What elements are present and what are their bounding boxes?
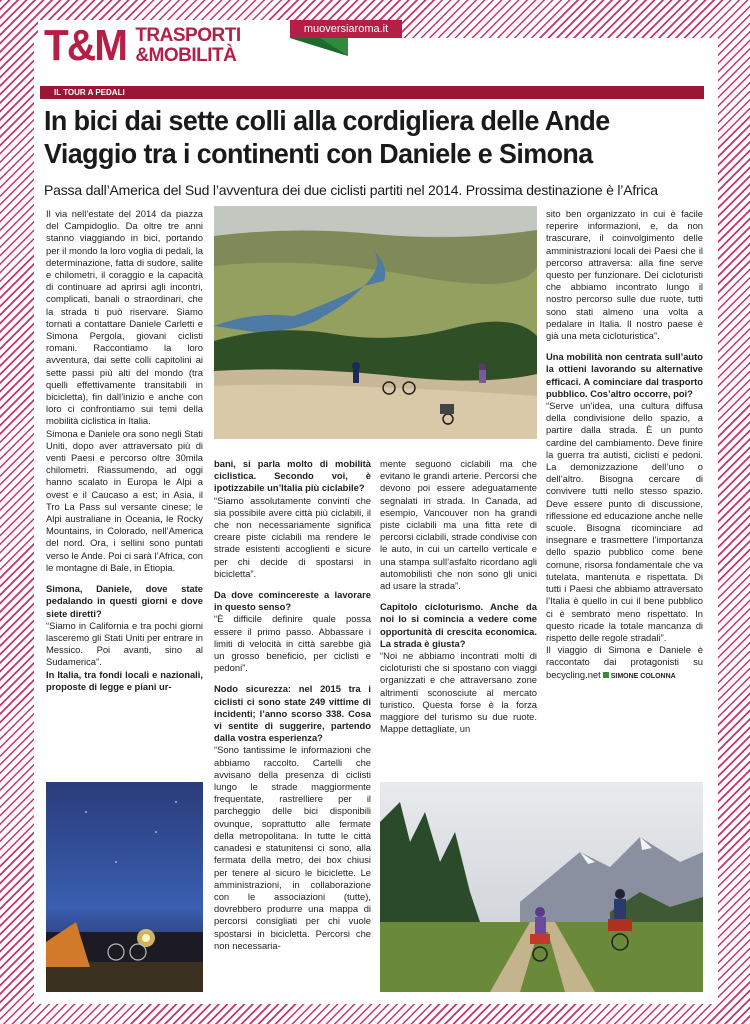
photo-mountain-valley bbox=[214, 206, 537, 439]
interview-answer: “Siamo in California e tra pochi giorni lasceremo gli Stati Uniti per entrare in Messico. Poi avanti, sino al Sudamerica”. bbox=[46, 619, 203, 668]
subheadline: Passa dall’America del Sud l’avventura dei due ciclisti partiti nel 2014. Prossima destinazione è l’Africa bbox=[44, 182, 658, 198]
logo-line1: TRASPORTI bbox=[135, 25, 241, 46]
photo-night-camp bbox=[46, 782, 203, 992]
interview-answer: “Siamo assolutamente convinti che sia possibile avere città più ciclabili, il che non necessariamente significa creare piste ciclabili ma rendere le strade esistenti accoglienti e sicure per chi decide di spostarsi in bicicletta”. bbox=[214, 494, 371, 579]
article-column-2 bbox=[214, 458, 371, 952]
interview-question: Capitolo cicloturismo. Anche da noi lo si comincia a vedere come opportunità di crescita economica. La strada è giusta? bbox=[380, 601, 537, 649]
masthead-logo bbox=[38, 20, 306, 72]
night-camp-illustration bbox=[46, 782, 203, 992]
headline-line1: In bici dai sette colli alla cordigliera delle Ande bbox=[44, 105, 610, 136]
interview-answer: “È difficile definire quale possa essere il primo passo. Abbassare i limiti di velocità in città sarebbe già un grosso beneficio, per ciclisti e pedoni”. bbox=[214, 613, 371, 674]
author-byline: SIMONE COLONNA bbox=[610, 672, 676, 680]
interview-answer: “Sono tantissime le informazioni che abbiamo raccolto. Cartelli che avvisano della presenza di ciclisti lungo le strade maggiormente frequentate, rastrelliere per il parcheggio delle bici disponibili ovunque, soprattutto alle fermate della metropolitana. In tutte le città canadesi e statunitensi ci sono, alla fermata della metro, dei box chiusi per tenere al sicuro le biciclette. Le amministrazioni, in collaborazione con le associazioni (tutte), dovrebbero produrre una mappa di percorsi consigliati per chi vuole spostarsi in bicicletta. Percorsi che non necessaria- bbox=[214, 744, 371, 951]
photo-cyclists-mountain-road bbox=[380, 782, 703, 992]
paragraph: Simona e Daniele ora sono negli Stati Uniti, dopo aver attraversato più di venti Paesi e percorso oltre 30mila chilometri. Riassumendo, ad oggi hanno scalato in Europa le Alpi a ovest e il Caucaso a est; in Asia, il Tro La Pass sul versante cinese; le Alpi australiane in Oceania, le Rocky Mountains, in Colorado, nell’America del nord. Ora, i sellini sono puntati verso le Ande. Poi ci sarà l’Africa, con le montagne di Bale, in Etiopia. bbox=[46, 427, 203, 573]
headline bbox=[44, 104, 714, 170]
logo-line2: &MOBILITÀ bbox=[135, 45, 237, 66]
interview-answer: sito ben organizzato in cui è facile reperire informazioni, e, da non trascurare, il coinvolgimento delle amministrazioni locali dei Paesi che il percorso attraversa: alla fine serve questo per funzionare. Dei cicloturisti che abbiamo incontrato lungo il nostro percorso sulle due ruote, tutti sono stati almeno una volta a pedalare in Italia. Il nostro paese è già una meta cicloturistica”. bbox=[546, 208, 703, 342]
cyclists-illustration bbox=[380, 782, 703, 992]
article-column-4 bbox=[546, 208, 703, 683]
interview-question: Simona, Daniele, dove state pedalando in questi giorni e dove siete diretti? bbox=[46, 583, 203, 619]
article-column-1 bbox=[46, 208, 203, 693]
site-url: muoversiaroma.it bbox=[290, 20, 402, 38]
interview-question: bani, si parla molto di mobilità ciclistica. Secondo voi, è ipotizzabile un’Italia più ciclabile? bbox=[214, 458, 371, 494]
interview-question: In Italia, tra fondi locali e nazionali, proposte di legge e piani ur- bbox=[46, 668, 203, 692]
closing-text: Il viaggio di Simona e Daniele è raccontato dai protagonisti su becycling.net bbox=[546, 644, 703, 680]
interview-question: Da dove comincereste a lavorare in questo senso? bbox=[214, 589, 371, 613]
interview-answer: “Noi ne abbiamo incontrati molti di cicloturisti che si spostano con viaggi organizzati e che attraversano zone altrimenti sconosciute al mercato turistico. Questa forse è la forza maggiore del turismo su due ruote. Mappe dettagliate, un bbox=[380, 650, 537, 735]
byline-square-icon bbox=[603, 672, 609, 678]
interview-answer: “Serve un’idea, una cultura diffusa della condivisione dello spazio, a partire dalla strada. È un punto cardine del cambiamento. Deve finire la guerra tra autisti, ciclisti e pedoni. La demonizzazione dell’uno o dell’altro. Bisogna cercare di convivere tutti nello stesso spazio. Deve essere punto di discussione, riflessione ed educazione anche nelle scuole. Bisogna ricominciare ad insegnare e trasmettere l’importanza dello spazio pubblico come bene comune, risorsa fondamentale che va tutelata, mantenuta e rispettata. Di tutti i Paesi che abbiamo attraversato l’Italia è quello in cui il bene pubblico ci è sembrato meno rispettato. In questo ricade la totale mancanza di rispetto delle regole stradali”. bbox=[546, 400, 703, 643]
logo-words bbox=[135, 26, 240, 66]
newspaper-page bbox=[34, 21, 718, 1004]
section-kicker: IL TOUR A PEDALI bbox=[40, 86, 704, 99]
landscape-illustration bbox=[214, 206, 537, 439]
closing-note bbox=[546, 644, 703, 683]
article-column-3 bbox=[380, 458, 537, 735]
interview-answer: mente seguono ciclabili ma che evitano le grandi arterie. Percorsi che devono poi essere adeguatamente segnalati in strada. In Canada, ad esempio, Vancouver non ha grandi piste ciclabili ma una fitta rete di percorsi ciclabili, strade condivise con le auto, in cui un cartello verticale e una stampa sull’asfalto ricordano agli automobilisti che non sono gli unici ad usare la strada”. bbox=[380, 458, 537, 592]
site-flag-icon bbox=[290, 38, 352, 58]
interview-question: Nodo sicurezza: nel 2015 tra i ciclisti ci sono state 249 vittime di incidenti; l’anno scorso 338. Cosa vi sentite di suggerire, partendo dalla vostra esperienza? bbox=[214, 683, 371, 744]
paragraph: Il via nell’estate del 2014 da piazza del Campidoglio. Da oltre tre anni stanno viaggiando in bici, portando per il mondo la loro voglia di pedali, la determinazione, fatta di sudore, salite e chilometri, il coraggio e la capacità di continuare ad aprirsi agli incontri, complicati, banali o straordinari, che la strada ti può riservare. Siamo tornati a contattare Daniele Carletti e Simona Pergola, giovani ciclisti romani. Raccontiamo la loro avventura, dai sette colli capitolini ai sette passi più alti del mondo (tra quelli effettivamente transitabili in bicicletta), fin dall’inizio e anche con loro ci confrontiamo sui temi della mobilità ciclistica in Italia. bbox=[46, 208, 203, 427]
headline-line2: Viaggio tra i continenti con Daniele e Simona bbox=[44, 138, 593, 169]
interview-question: Una mobilità non centrata sull’auto la ottieni lavorando su alternative efficaci. A cominciare dal trasporto pubblico. Cos’altro occorre, poi? bbox=[546, 351, 703, 399]
logo-mark: T&M bbox=[44, 21, 127, 70]
